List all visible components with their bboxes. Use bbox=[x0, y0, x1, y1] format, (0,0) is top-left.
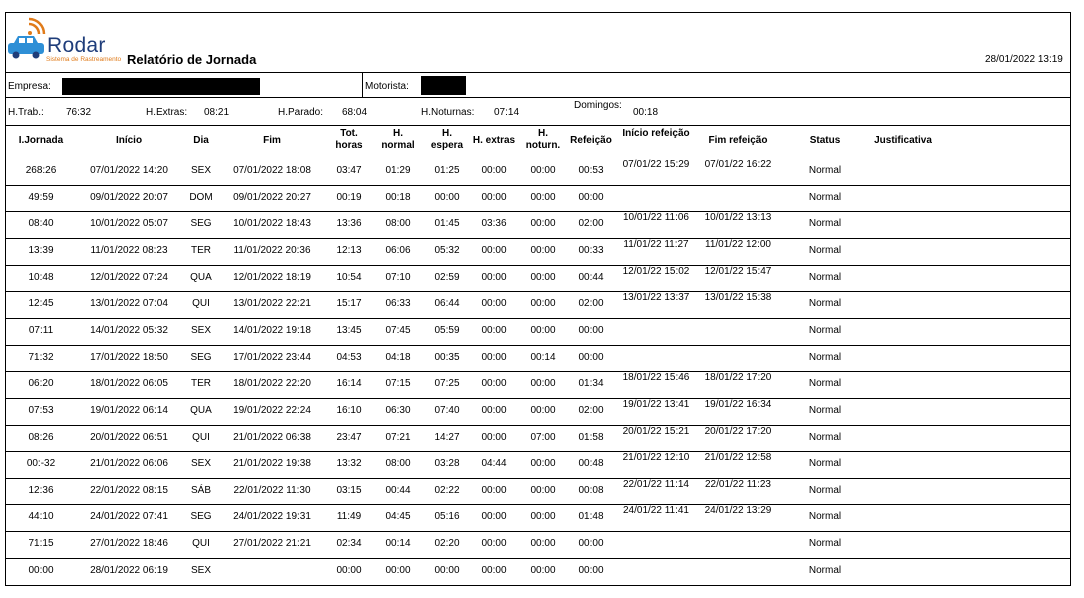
cell-inicio: 24/01/2022 07:41 bbox=[90, 511, 168, 523]
row-divider bbox=[5, 371, 1071, 372]
divider bbox=[5, 125, 1071, 126]
cell-inicio: 19/01/2022 06:14 bbox=[90, 404, 168, 416]
cell-inicio: 07/01/2022 14:20 bbox=[90, 165, 168, 176]
cell-iniref: 13/01/22 13:37 bbox=[622, 292, 690, 304]
cell-tot: 10:54 bbox=[336, 271, 362, 283]
cell-hnoturn: 00:00 bbox=[530, 538, 556, 550]
cell-hnoturn: 00:00 bbox=[530, 378, 556, 390]
cell-dia: QUI bbox=[192, 298, 210, 310]
cell-jornada: 07:11 bbox=[28, 324, 54, 336]
row-divider bbox=[5, 318, 1071, 319]
cell-fimref: 22/01/22 11:23 bbox=[705, 478, 771, 490]
cell-jornada: 06:20 bbox=[28, 378, 54, 390]
cell-fimref: 18/01/22 17:20 bbox=[704, 372, 772, 384]
column-header-hespera: H. espera bbox=[430, 128, 464, 151]
cell-hnoturn: 00:00 bbox=[530, 271, 556, 283]
htrab-value: 76:32 bbox=[66, 107, 92, 118]
cell-dia: TER bbox=[191, 378, 211, 390]
cell-hespera: 00:00 bbox=[434, 191, 460, 203]
column-header-tot: Tot. horas bbox=[335, 128, 363, 151]
cell-refeicao: 00:44 bbox=[578, 271, 604, 283]
cell-fim: 11/01/2022 20:36 bbox=[233, 244, 311, 256]
cell-inicio: 20/01/2022 06:51 bbox=[90, 431, 168, 443]
domingos-label: Domingos: bbox=[574, 100, 622, 111]
row-divider bbox=[5, 504, 1071, 505]
cell-refeicao: 00:33 bbox=[578, 244, 604, 256]
row-divider bbox=[5, 265, 1071, 266]
row-divider bbox=[5, 558, 1071, 559]
cell-tot: 13:36 bbox=[336, 218, 362, 230]
cell-hextras: 00:00 bbox=[481, 431, 507, 443]
cell-hnormal: 04:18 bbox=[385, 351, 411, 363]
cell-jornada: 00:-32 bbox=[26, 458, 56, 470]
cell-inicio: 10/01/2022 05:07 bbox=[90, 218, 168, 230]
cell-status: Normal bbox=[808, 218, 842, 230]
cell-fimref: 10/01/22 13:13 bbox=[704, 212, 772, 224]
cell-status: Normal bbox=[808, 298, 842, 310]
cell-fim: 10/01/2022 18:43 bbox=[233, 218, 311, 230]
cell-status: Normal bbox=[808, 458, 842, 470]
cell-refeicao: 00:00 bbox=[578, 191, 604, 203]
cell-status: Normal bbox=[808, 271, 842, 283]
column-header-hnormal: H. normal bbox=[381, 128, 415, 151]
cell-fim: 27/01/2022 21:21 bbox=[233, 538, 311, 550]
cell-refeicao: 02:00 bbox=[578, 218, 604, 230]
cell-dia: SEG bbox=[190, 218, 212, 230]
divider bbox=[5, 97, 1071, 98]
cell-hextras: 00:00 bbox=[481, 298, 507, 310]
cell-tot: 12:13 bbox=[336, 244, 362, 256]
cell-hespera: 05:59 bbox=[434, 324, 460, 336]
cell-iniref: 10/01/22 11:06 bbox=[623, 212, 689, 224]
column-header-fim: Fim bbox=[263, 135, 281, 146]
cell-fimref: 13/01/22 15:38 bbox=[704, 292, 772, 304]
cell-hespera: 07:40 bbox=[434, 404, 460, 416]
cell-status: Normal bbox=[808, 564, 842, 576]
cell-refeicao: 01:34 bbox=[578, 378, 604, 390]
cell-inicio: 17/01/2022 18:50 bbox=[90, 351, 168, 363]
cell-status: Normal bbox=[808, 244, 842, 256]
cell-iniref: 11/01/22 11:27 bbox=[623, 238, 689, 250]
cell-iniref: 12/01/22 15:02 bbox=[622, 265, 690, 277]
cell-hnormal: 06:06 bbox=[385, 244, 411, 256]
row-divider bbox=[5, 531, 1071, 532]
cell-hextras: 00:00 bbox=[481, 538, 507, 550]
cell-dia: QUA bbox=[190, 271, 212, 283]
cell-refeicao: 02:00 bbox=[578, 404, 604, 416]
cell-hextras: 00:00 bbox=[481, 564, 507, 576]
cell-tot: 11:49 bbox=[336, 511, 362, 523]
cell-tot: 04:53 bbox=[336, 351, 362, 363]
cell-refeicao: 00:00 bbox=[578, 538, 604, 550]
column-header-jornada: I.Jornada bbox=[18, 135, 64, 146]
column-header-iniref: Início refeição bbox=[622, 128, 690, 139]
cell-status: Normal bbox=[808, 431, 842, 443]
column-header-hextras: H. extras bbox=[472, 135, 516, 146]
column-header-justificativa: Justificativa bbox=[874, 135, 932, 146]
cell-fimref: 24/01/22 13:29 bbox=[704, 505, 772, 517]
cell-jornada: 00:00 bbox=[28, 564, 54, 576]
cell-hnoturn: 00:00 bbox=[530, 564, 556, 576]
row-divider bbox=[5, 291, 1071, 292]
empresa-redacted bbox=[62, 78, 260, 95]
cell-fim: 13/01/2022 22:21 bbox=[233, 298, 311, 310]
cell-hespera: 00:35 bbox=[434, 351, 460, 363]
cell-hespera: 02:59 bbox=[434, 271, 460, 283]
cell-jornada: 71:15 bbox=[28, 538, 54, 550]
column-header-hnoturn: H. noturn. bbox=[525, 128, 561, 151]
cell-fim: 14/01/2022 19:18 bbox=[233, 324, 311, 336]
cell-hnoturn: 00:00 bbox=[530, 324, 556, 336]
cell-dia: SEX bbox=[190, 458, 211, 470]
hparado-label: H.Parado: bbox=[278, 107, 324, 118]
cell-inicio: 14/01/2022 05:32 bbox=[90, 324, 168, 336]
cell-status: Normal bbox=[808, 511, 842, 523]
row-divider bbox=[5, 238, 1071, 239]
cell-hextras: 04:44 bbox=[481, 458, 507, 470]
cell-refeicao: 01:58 bbox=[578, 431, 604, 443]
cell-hextras: 00:00 bbox=[481, 244, 507, 256]
cell-dia: QUI bbox=[192, 538, 210, 550]
cell-hnormal: 08:00 bbox=[385, 218, 411, 230]
cell-hnoturn: 00:00 bbox=[530, 244, 556, 256]
cell-iniref: 24/01/22 11:41 bbox=[623, 505, 689, 517]
domingos-value: 00:18 bbox=[633, 107, 659, 118]
cell-dia: QUI bbox=[192, 431, 210, 443]
cell-hespera: 14:27 bbox=[434, 431, 460, 443]
cell-fim: 21/01/2022 06:38 bbox=[233, 431, 311, 443]
cell-refeicao: 00:08 bbox=[578, 484, 604, 496]
cell-hextras: 00:00 bbox=[481, 324, 507, 336]
cell-refeicao: 02:00 bbox=[578, 298, 604, 310]
cell-fim: 24/01/2022 19:31 bbox=[233, 511, 311, 523]
cell-tot: 03:47 bbox=[336, 165, 362, 176]
row-divider bbox=[5, 425, 1071, 426]
cell-hnormal: 00:44 bbox=[385, 484, 411, 496]
cell-dia: SEG bbox=[190, 511, 212, 523]
cell-status: Normal bbox=[808, 538, 842, 550]
cell-status: Normal bbox=[808, 324, 842, 336]
cell-hnoturn: 07:00 bbox=[530, 431, 556, 443]
cell-fimref: 19/01/22 16:34 bbox=[704, 398, 772, 410]
cell-tot: 16:14 bbox=[336, 378, 362, 390]
cell-inicio: 28/01/2022 06:19 bbox=[90, 564, 168, 576]
cell-tot: 00:19 bbox=[336, 191, 362, 203]
cell-status: Normal bbox=[808, 165, 842, 176]
empresa-label: Empresa: bbox=[8, 81, 51, 92]
cell-hnoturn: 00:00 bbox=[530, 191, 556, 203]
cell-inicio: 12/01/2022 07:24 bbox=[90, 271, 168, 283]
cell-tot: 23:47 bbox=[336, 431, 362, 443]
cell-hespera: 03:28 bbox=[434, 458, 460, 470]
hnoturnas-label: H.Noturnas: bbox=[421, 107, 475, 118]
cell-tot: 00:00 bbox=[336, 564, 362, 576]
cell-fimref: 21/01/22 12:58 bbox=[704, 452, 772, 464]
cell-tot: 03:15 bbox=[336, 484, 362, 496]
cell-jornada: 44:10 bbox=[28, 511, 54, 523]
cell-inicio: 18/01/2022 06:05 bbox=[90, 378, 168, 390]
cell-inicio: 09/01/2022 20:07 bbox=[90, 191, 168, 203]
hextras-value: 08:21 bbox=[204, 107, 230, 118]
cell-iniref: 19/01/22 13:41 bbox=[622, 398, 690, 410]
cell-fim: 21/01/2022 19:38 bbox=[233, 458, 311, 470]
cell-inicio: 21/01/2022 06:06 bbox=[90, 458, 168, 470]
cell-hextras: 00:00 bbox=[481, 271, 507, 283]
cell-jornada: 12:45 bbox=[28, 298, 54, 310]
htrab-label: H.Trab.: bbox=[8, 107, 44, 118]
cell-hespera: 05:32 bbox=[434, 244, 460, 256]
cell-tot: 15:17 bbox=[336, 298, 362, 310]
cell-hnoturn: 00:00 bbox=[530, 165, 556, 176]
cell-refeicao: 00:00 bbox=[578, 351, 604, 363]
logo-subtitle: Sistema de Rastreamento bbox=[46, 56, 122, 63]
column-header-refeicao: Refeição bbox=[570, 135, 612, 146]
cell-hnormal: 06:33 bbox=[385, 298, 411, 310]
cell-hextras: 00:00 bbox=[481, 484, 507, 496]
cell-status: Normal bbox=[808, 191, 842, 203]
cell-jornada: 07:53 bbox=[28, 404, 54, 416]
divider bbox=[5, 72, 1071, 73]
cell-jornada: 08:40 bbox=[28, 218, 54, 230]
cell-inicio: 27/01/2022 18:46 bbox=[90, 538, 168, 550]
cell-hextras: 00:00 bbox=[481, 165, 507, 176]
cell-fim: 19/01/2022 22:24 bbox=[233, 404, 311, 416]
cell-hnormal: 00:00 bbox=[385, 564, 411, 576]
row-divider bbox=[5, 451, 1071, 452]
cell-hespera: 00:00 bbox=[434, 564, 460, 576]
cell-hnormal: 06:30 bbox=[385, 404, 411, 416]
cell-fim: 18/01/2022 22:20 bbox=[233, 378, 311, 390]
cell-refeicao: 00:00 bbox=[578, 324, 604, 336]
cell-inicio: 22/01/2022 08:15 bbox=[90, 484, 168, 496]
column-header-status: Status bbox=[809, 135, 841, 146]
cell-tot: 02:34 bbox=[336, 538, 362, 550]
cell-hnormal: 08:00 bbox=[385, 458, 411, 470]
cell-iniref: 21/01/22 12:10 bbox=[622, 452, 690, 464]
cell-hnormal: 07:21 bbox=[385, 431, 411, 443]
cell-dia: SEX bbox=[190, 165, 211, 176]
cell-iniref: 20/01/22 15:21 bbox=[622, 425, 690, 437]
cell-hextras: 00:00 bbox=[481, 351, 507, 363]
cell-dia: SEX bbox=[190, 564, 211, 576]
divider bbox=[362, 72, 363, 97]
cell-hnoturn: 00:00 bbox=[530, 511, 556, 523]
cell-fim: 09/01/2022 20:27 bbox=[233, 191, 311, 203]
cell-hextras: 00:00 bbox=[481, 404, 507, 416]
cell-hnormal: 07:45 bbox=[385, 324, 411, 336]
cell-hextras: 03:36 bbox=[481, 218, 507, 230]
cell-hnormal: 00:18 bbox=[385, 191, 411, 203]
cell-fim: 12/01/2022 18:19 bbox=[233, 271, 311, 283]
cell-fimref: 07/01/22 16:22 bbox=[704, 159, 772, 170]
cell-dia: SEG bbox=[190, 351, 212, 363]
cell-iniref: 07/01/22 15:29 bbox=[622, 159, 690, 170]
cell-hnormal: 00:14 bbox=[385, 538, 411, 550]
cell-hnoturn: 00:00 bbox=[530, 218, 556, 230]
cell-refeicao: 00:53 bbox=[578, 165, 604, 176]
cell-iniref: 18/01/22 15:46 bbox=[622, 372, 690, 384]
column-header-fimref: Fim refeição bbox=[708, 135, 768, 146]
cell-hnoturn: 00:00 bbox=[530, 458, 556, 470]
cell-fim: 17/01/2022 23:44 bbox=[233, 351, 311, 363]
column-header-inicio: Início bbox=[115, 135, 143, 146]
cell-hextras: 00:00 bbox=[481, 191, 507, 203]
cell-status: Normal bbox=[808, 484, 842, 496]
cell-fim: 22/01/2022 11:30 bbox=[233, 484, 311, 496]
row-divider bbox=[5, 398, 1071, 399]
cell-hnormal: 07:15 bbox=[385, 378, 411, 390]
cell-dia: SEX bbox=[190, 324, 211, 336]
cell-tot: 16:10 bbox=[336, 404, 362, 416]
cell-jornada: 71:32 bbox=[28, 351, 54, 363]
cell-hnormal: 07:10 bbox=[385, 271, 411, 283]
cell-hespera: 01:45 bbox=[434, 218, 460, 230]
cell-iniref: 22/01/22 11:14 bbox=[623, 478, 689, 490]
cell-dia: SÁB bbox=[190, 484, 211, 496]
hextras-label: H.Extras: bbox=[146, 107, 188, 118]
cell-status: Normal bbox=[808, 404, 842, 416]
row-divider bbox=[5, 211, 1071, 212]
cell-jornada: 13:39 bbox=[28, 244, 54, 256]
cell-hespera: 05:16 bbox=[434, 511, 460, 523]
cell-refeicao: 00:00 bbox=[578, 564, 604, 576]
cell-fimref: 12/01/22 15:47 bbox=[704, 265, 772, 277]
cell-hnoturn: 00:00 bbox=[530, 484, 556, 496]
cell-hnoturn: 00:14 bbox=[530, 351, 556, 363]
cell-hextras: 00:00 bbox=[481, 378, 507, 390]
cell-hnoturn: 00:00 bbox=[530, 298, 556, 310]
logo-wordmark: Rodar bbox=[47, 34, 106, 57]
row-divider bbox=[5, 478, 1071, 479]
cell-inicio: 11/01/2022 08:23 bbox=[90, 244, 168, 256]
cell-hextras: 00:00 bbox=[481, 511, 507, 523]
hparado-value: 68:04 bbox=[342, 107, 368, 118]
report-title: Relatório de Jornada bbox=[127, 52, 257, 67]
cell-fim: 07/01/2022 18:08 bbox=[233, 165, 311, 176]
cell-jornada: 08:26 bbox=[28, 431, 54, 443]
cell-dia: DOM bbox=[189, 191, 213, 203]
row-divider bbox=[5, 345, 1071, 346]
motorista-redacted bbox=[421, 76, 466, 95]
generated-date: 28/01/2022 13:19 bbox=[985, 54, 1063, 65]
cell-hespera: 06:44 bbox=[434, 298, 460, 310]
cell-status: Normal bbox=[808, 351, 842, 363]
cell-refeicao: 01:48 bbox=[578, 511, 604, 523]
cell-hespera: 02:22 bbox=[434, 484, 460, 496]
cell-hespera: 02:20 bbox=[434, 538, 460, 550]
cell-dia: TER bbox=[191, 244, 211, 256]
cell-jornada: 268:26 bbox=[25, 165, 57, 176]
cell-fimref: 20/01/22 17:20 bbox=[704, 425, 772, 437]
motorista-label: Motorista: bbox=[365, 81, 409, 92]
column-header-dia: Dia bbox=[193, 135, 209, 146]
cell-tot: 13:45 bbox=[336, 324, 362, 336]
cell-fimref: 11/01/22 12:00 bbox=[705, 238, 771, 250]
cell-tot: 13:32 bbox=[336, 458, 362, 470]
cell-jornada: 12:36 bbox=[28, 484, 54, 496]
cell-inicio: 13/01/2022 07:04 bbox=[90, 298, 168, 310]
cell-jornada: 49:59 bbox=[28, 191, 54, 203]
cell-hnormal: 01:29 bbox=[385, 165, 411, 176]
cell-hnormal: 04:45 bbox=[385, 511, 411, 523]
row-divider bbox=[5, 185, 1071, 186]
cell-hespera: 01:25 bbox=[434, 165, 460, 176]
cell-hespera: 07:25 bbox=[434, 378, 460, 390]
cell-jornada: 10:48 bbox=[28, 271, 54, 283]
hnoturnas-value: 07:14 bbox=[494, 107, 520, 118]
cell-hnoturn: 00:00 bbox=[530, 404, 556, 416]
cell-status: Normal bbox=[808, 378, 842, 390]
cell-refeicao: 00:48 bbox=[578, 458, 604, 470]
cell-dia: QUA bbox=[190, 404, 212, 416]
